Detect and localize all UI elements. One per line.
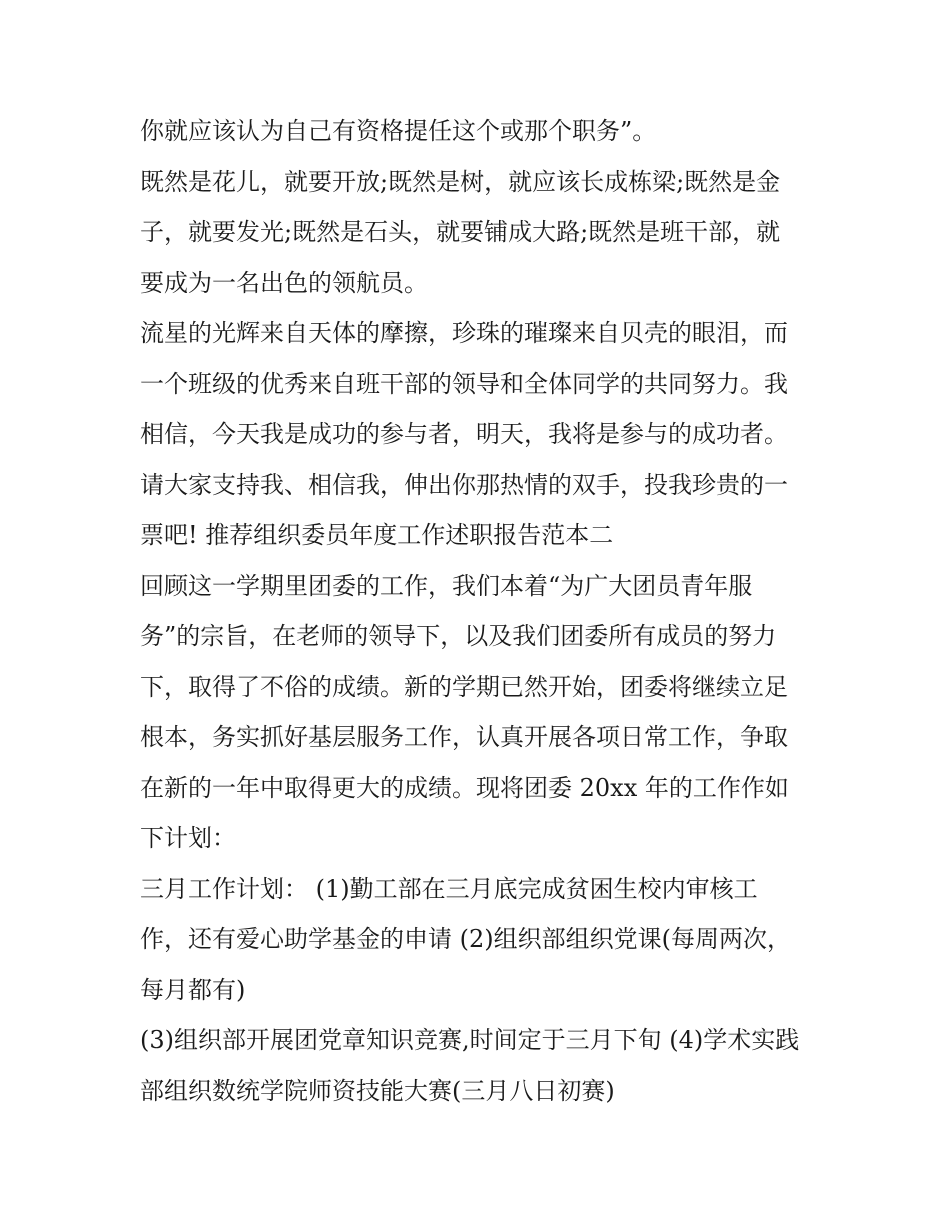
- document-body: [140, 106, 820, 1116]
- text-line: (3)组织部开展团党章知识竞赛,时间定于三月下旬 (4)学术实践: [140, 1026, 800, 1054]
- text-line: 下，取得了不俗的成绩。新的学期已然开始，团委将继续立足: [140, 672, 788, 701]
- text-line: 一个班级的优秀来自班干部的领导和全体同学的共同努力。我: [140, 369, 788, 398]
- text-line: 请大家支持我、相信我，伸出你那热情的双手，投我珍贵的一: [140, 470, 788, 499]
- text-line: 你就应该认为自己有资格提任这个或那个职务”。: [140, 117, 657, 145]
- text-line: 每月都有): [140, 975, 246, 1004]
- text-line: 子，就要发光;既然是石头，就要铺成大路;既然是班干部，就: [140, 218, 781, 246]
- text-line: 既然是花儿，就要开放;既然是树，就应该长成栋梁;既然是金: [140, 167, 781, 196]
- text-line: 三月工作计划： (1)勤工部在三月底完成贫困生校内审核工: [140, 874, 758, 903]
- text-line: 在新的一年中取得更大的成绩。现将团委 20xx 年的工作作如: [140, 773, 789, 802]
- text-line: 要成为一名出色的领航员。: [140, 268, 428, 297]
- text-line: 流星的光辉来自天体的摩擦，珍珠的璀璨来自贝壳的眼泪，而: [140, 319, 788, 347]
- text-line: 根本，务实抓好基层服务工作，认真开展各项日常工作，争取: [140, 723, 788, 751]
- text-line: 务”的宗旨，在老师的领导下，以及我们团委所有成员的努力: [140, 622, 777, 650]
- text-line: 下计划：: [140, 824, 236, 852]
- text-line: 作，还有爱心助学基金的申请 (2)组织部组织党课(每周两次，: [140, 925, 791, 953]
- text-line: 回顾这一学期里团委的工作，我们本着“为广大团员青年服: [140, 571, 753, 600]
- text-line: 票吧! 推荐组织委员年度工作述职报告范本二: [140, 521, 614, 549]
- text-line: 部组织数统学院师资技能大赛(三月八日初赛): [140, 1076, 615, 1105]
- text-line: 相信，今天我是成功的参与者，明天，我将是参与的成功者。: [140, 420, 788, 448]
